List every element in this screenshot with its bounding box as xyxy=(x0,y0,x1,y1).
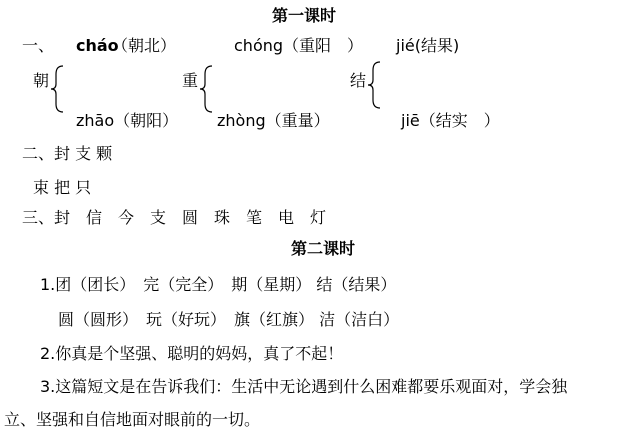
q3-line: 三、封 信 今 支 圆 珠 笔 电 灯 xyxy=(22,208,327,227)
zhong-pinyin: zhòng（重量） xyxy=(217,111,330,130)
brace-jie xyxy=(367,60,383,110)
lesson2-item-5: 立、坚强和自信地面对眼前的一切。 xyxy=(4,410,261,429)
chao-pinyin: cháo xyxy=(76,36,119,55)
lesson2-item-1: 1.团（团长） 完（完全） 期（星期） 结（结果） xyxy=(40,275,397,294)
jie1-pinyin: jiē（结实 ） xyxy=(401,111,500,130)
q2-line1: 二、封 支 颗 xyxy=(22,144,113,163)
chao-word: （朝北） xyxy=(112,36,177,55)
jie2-pinyin: jié(结果) xyxy=(396,36,460,55)
char-jie: 结 xyxy=(350,71,367,90)
char-zhong: 重 xyxy=(182,71,199,90)
lesson2-item-2: 圆（圆形） 玩（好玩） 旗（红旗） 洁（洁白） xyxy=(58,310,400,329)
chong-pinyin: chóng（重阳 ） xyxy=(234,36,364,55)
q1-label: 一、 xyxy=(22,36,55,55)
char-zhao: 朝 xyxy=(33,71,50,90)
zhao-pinyin: zhāo（朝阳） xyxy=(76,111,179,130)
brace-zhao xyxy=(50,64,66,114)
lesson2-item-3: 2.你真是个坚强、聪明的妈妈，真了不起！ xyxy=(40,344,344,363)
q2-line2: 束 把 只 xyxy=(33,178,92,197)
lesson2-item-4: 3.这篇短文是在告诉我们：生活中无论遇到什么困难都要乐观面对，学会独 xyxy=(40,377,568,396)
lesson1-title: 第一课时 xyxy=(272,6,337,25)
lesson2-title: 第二课时 xyxy=(291,239,356,258)
brace-zhong xyxy=(199,64,215,114)
